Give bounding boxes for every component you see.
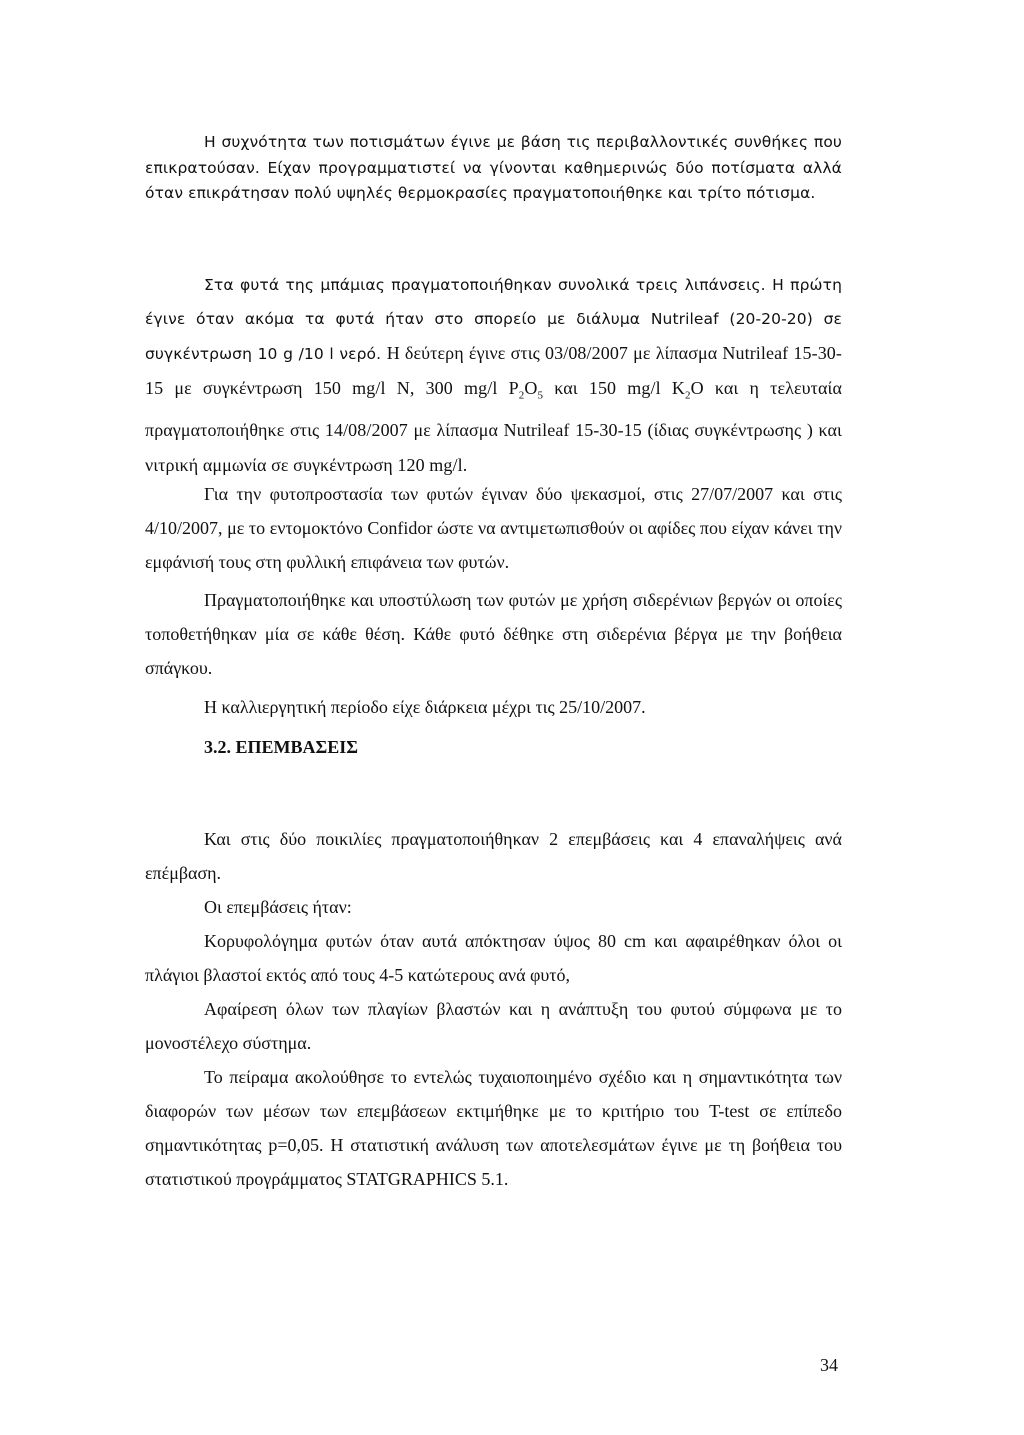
paragraph-plant-protection xyxy=(145,477,842,579)
paragraph-fertilization xyxy=(145,268,842,483)
text-staking: Πραγματοποιήθηκε και υποστύλωση των φυτών με χρήση σιδερένιων βεργών οι οποίες τοποθετήθηκαν μία σε κάθε θέση. xyxy=(145,590,842,644)
text-plant-protection: Για την φυτοπροστασία των φυτών έγιναν δύο ψεκασμοί, στις 27/07/2007 και στις 4/10/2007, με το εντομοκτόνο Confidor ώστε να αντιμετωπισθούν οι αφίδες που είχαν κάνει την εμφάνισή τους στη φυλλική επιφάνεια των φυτών. xyxy=(145,484,842,572)
text-fertilization-first: Στα φυτά της μπάμιας πραγματοποιήθηκαν συνολικά τρεις λιπάνσεις. Η πρώτη έγινε όταν ακόμα τα φυτά ήταν στο σπορείο με διάλυμα Nutrileaf (20-20-20) σε συγκέντρωση 10 g /10 l νερό. xyxy=(145,276,842,363)
page-number: 34 xyxy=(820,1355,838,1375)
text-treatment-topping: Κορυφολόγημα φυτών όταν αυτά απόκτησαν ύψος 80 cm και αφαιρέθηκαν όλοι οι πλάγιοι βλαστοί εκτός από τους 4-5 κατώτερους ανά φυτό, xyxy=(145,931,842,985)
text-staking-tie: Κάθε φυτό δέθηκε στη σιδερένια βέργα με την βοήθεια σπάγκου. xyxy=(145,624,842,678)
paragraph-staking xyxy=(145,583,842,685)
text-treatments-intro: Οι επεμβάσεις ήταν: xyxy=(204,897,352,917)
text-irrigation: Η συχνότητα των ποτισμάτων έγινε με βάση τις περιβαλλοντικές συνθήκες που επικρατούσαν. Είχαν προγραμματιστεί να γίνονται καθημερινώς δύο ποτίσματα αλλά όταν επικράτησαν πολύ υψηλές θερμοκρασίες πραγματοποιήθηκε και τρίτο πότισμα. xyxy=(145,133,842,203)
paragraph-irrigation xyxy=(145,130,842,207)
text-treatment-single-stem: Αφαίρεση όλων των πλαγίων βλαστών και η ανάπτυξη του φυτού σύμφωνα με το μονοστέλεχο σύστημα. xyxy=(145,999,842,1053)
text-statistics: Το πείραμα ακολούθησε το εντελώς τυχαιοποιημένο σχέδιο και η σημαντικότητα των διαφορών των μέσων των επεμβάσεων εκτιμήθηκε με το κριτήριο του T-test σε επίπεδο σημαντικότητας p=0,05. Η στατιστική ανάλυση των αποτελεσμάτων έγινε με τη βοήθεια του στατιστικού προγράμματος STATGRAPHICS 5.1. xyxy=(145,1067,842,1189)
text-season: Η καλλιεργητική περίοδο είχε διάρκεια μέχρι τις 25/10/2007. xyxy=(204,697,646,717)
section-heading: 3.2. ΕΠΕΜΒΑΣΕΙΣ xyxy=(204,737,359,757)
paragraph-season xyxy=(145,690,842,724)
text-treatments: Και στις δύο ποικιλίες πραγματοποιήθηκαν 2 επεμβάσεις και 4 επαναλήψεις ανά επέμβαση. xyxy=(145,829,842,883)
text-fertilization-second: Η δεύτερη έγινε στις 03/08/2007 με λίπασμα Nutrileaf 15-30-15 με συγκέντρωση 150 mg/l N, 300 mg/l $P_2O_5$ και 150 mg/l $K_2O$ και η τελευταία πραγματοποιήθηκε στις 14/08/2007 με λίπασμα Nutrileaf 15-30-15 (ίδιας συγκέντρωσης ) και νιτρική αμμωνία σε συγκέντρωση 120 mg/l. xyxy=(145,343,843,475)
paragraph-treatments xyxy=(145,822,842,1196)
